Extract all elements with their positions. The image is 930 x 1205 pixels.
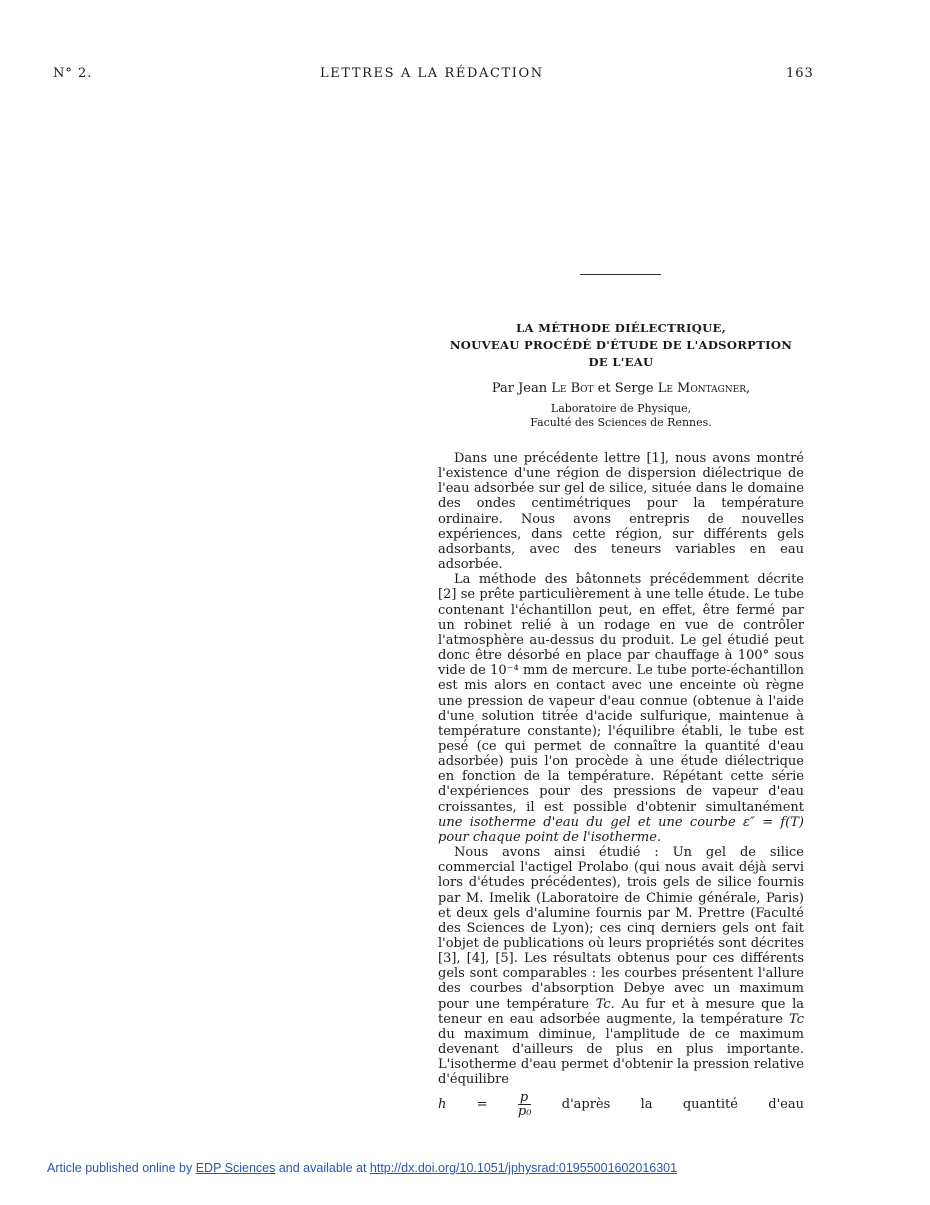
authors-prefix: Par Jean — [491, 381, 552, 396]
header-page-number: 163 — [786, 66, 814, 81]
authors-suffix: , — [746, 381, 751, 396]
header-issue-number: N° 2. — [53, 66, 93, 81]
publisher-link[interactable]: EDP Sciences — [195, 1161, 276, 1175]
temperature-symbol: Tc — [595, 996, 611, 1012]
paragraph-2-text: La méthode des bâtonnets précédemment décrite [2] se prête particulièrement à une telle étude. Le tube contenant l'échantillon peut, en effet, être fermé par un robinet relié à un rodage en vue de contrôler l'atmosphère au-dessus du produit. Le gel étudié peut donc être désorbé en place par chauffage à 100° sous vide de 10⁻⁴ mm de mercure. Le tube porte-échantillon est mis alors en contact avec une enceinte où règne une pression de vapeur d'eau connue (obtenue à l'aide d'une solution titrée d'acide sulfurique, maintenue à température constante); l'équilibre établi, le tube est pesé (ce qui permet de connaître la quantité d'eau adsorbée) puis l'on procède à une étude diélectrique en fonction de la température. Répétant cette série d'expériences pour des pressions de vapeur d'eau croissantes, il est possible d'obtenir simultanément — [438, 572, 804, 815]
footer-prefix: Article published online by — [47, 1161, 196, 1175]
doi-link[interactable]: http://dx.doi.org/10.1051/jphysrad:01955001602016301 — [369, 1161, 678, 1175]
author-2-surname: Le Montagner — [657, 381, 747, 396]
paragraph-2 — [438, 572, 804, 845]
affiliation-line: Faculté des Sciences de Rennes. — [530, 416, 712, 429]
equation-lhs — [438, 1097, 488, 1112]
paragraph-3-text-b: . Au fur et à mesure que la teneur en eau adsorbée augmente, la température — [438, 996, 804, 1027]
separator-rule — [580, 274, 661, 275]
paragraph-1: Dans une précédente lettre [1], nous avons montré l'existence d'une région de dispersion diélectrique de l'eau adsorbée sur gel de silice, située dans le domaine des ondes centimétriques pour la température ordinaire. Nous avons entrepris de nouvelles expériences, dans cette région, sur différents gels adsorbants, avec des teneurs variables en eau adsorbée. — [438, 451, 804, 573]
title-line: LA MÉTHODE DIÉLECTRIQUE, — [516, 321, 726, 335]
article-title — [438, 320, 804, 371]
equation-line — [438, 1091, 804, 1118]
title-line: NOUVEAU PROCÉDÉ D'ÉTUDE DE L'ADSORPTION — [449, 338, 793, 352]
paragraph-3 — [438, 845, 804, 1088]
publication-footer — [47, 1161, 677, 1175]
paragraph-3-text-c: du maximum diminue, l'amplitude de ce maximum devenant d'ailleurs de plus en plus importante. L'isotherme d'eau permet d'obtenir la pression relative d'équilibre — [438, 1026, 804, 1088]
title-line: DE L'EAU — [588, 355, 654, 369]
header-section-title: LETTRES A LA RÉDACTION — [320, 66, 544, 81]
paragraph-2-italic: une isotherme d'eau du gel et une courbe ε″ = f(T) pour chaque point de l'isotherme. — [438, 814, 804, 845]
fraction-numerator: p — [518, 1091, 532, 1105]
paragraph-3-text-a: Nous avons ainsi étudié : Un gel de silice commercial l'actigel Prolabo (qui nous avait déjà servi lors d'études précédentes), trois gels de silice fournis par M. Imelik (Laboratoire de Chimie générale, Paris) et deux gels d'alumine fournis par M. Prettre (Faculté des Sciences de Lyon); ces cinq derniers gels ont fait l'objet de publications où leurs propriétés sont décrites [3], [4], [5]. Les résultats obtenus pour ces différents gels sont comparables : les courbes présentent l'allure des courbes d'absorption Debye avec un maximum pour une température — [438, 845, 804, 1012]
article-affiliation — [438, 402, 804, 430]
equation-lhs-text: h = — [438, 1096, 488, 1112]
authors-conjunction: et Serge — [593, 381, 658, 396]
footer-middle: and available at — [275, 1161, 370, 1175]
equation-trailing-text: d'après la quantité d'eau — [561, 1096, 804, 1112]
temperature-symbol: Tc — [789, 1011, 804, 1027]
fraction-denominator: p₀ — [517, 1103, 532, 1119]
article-body — [438, 451, 804, 1118]
affiliation-line: Laboratoire de Physique, — [550, 402, 692, 415]
article-authors — [438, 381, 804, 396]
author-1-surname: Le Bot — [551, 381, 594, 396]
pressure-fraction — [518, 1091, 532, 1118]
